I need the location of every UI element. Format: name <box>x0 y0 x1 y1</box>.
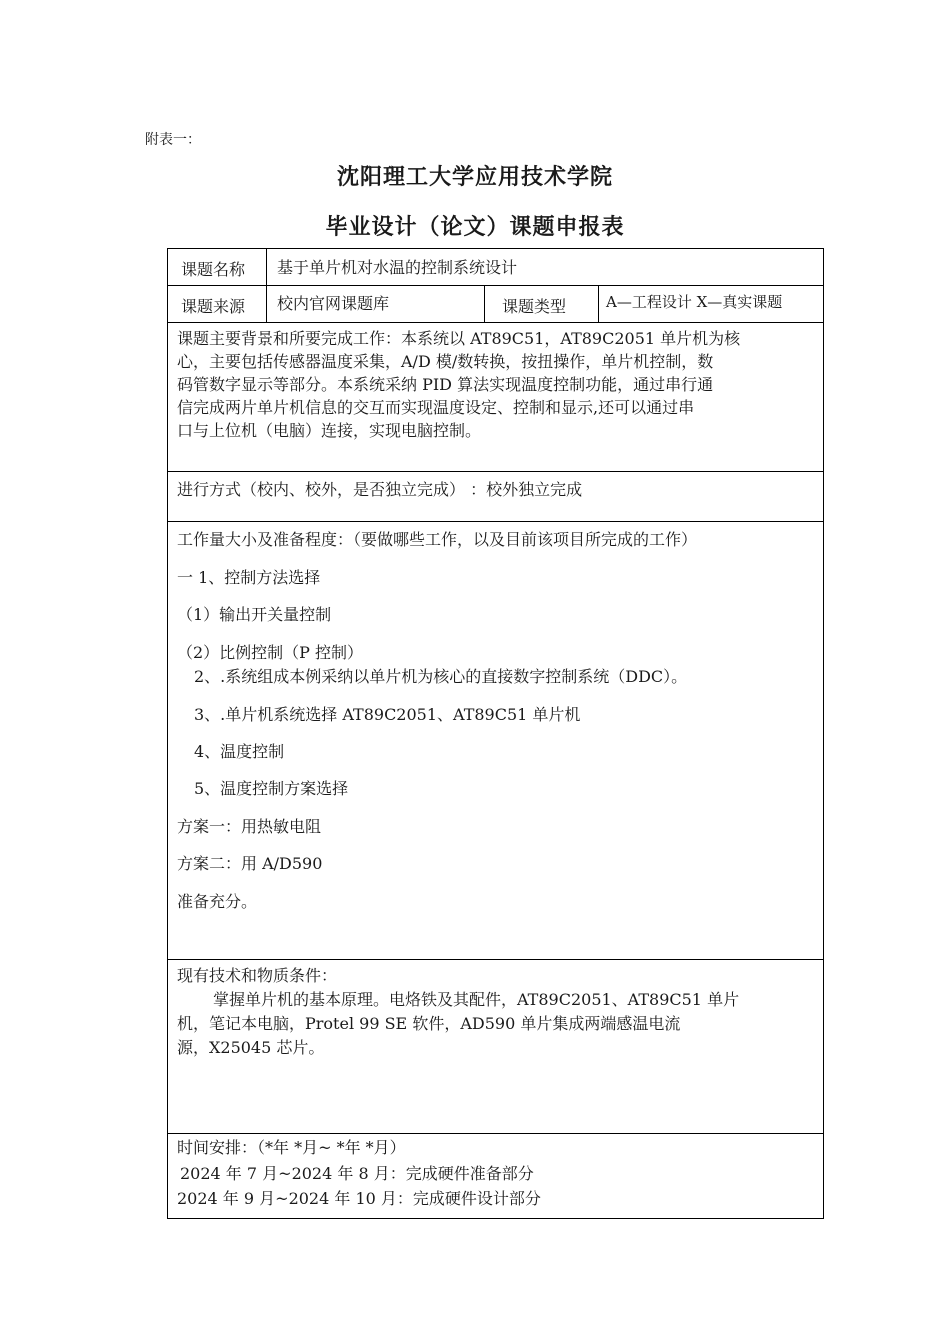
workload-item: （2）比例控制（P 控制） <box>177 643 364 662</box>
conditions-line: 掌握单片机的基本原理。电烙铁及其配件，AT89C2051、AT89C51 单片 <box>213 990 740 1009</box>
workload-item: 方案二：用 A/D590 <box>177 854 323 873</box>
column-divider <box>266 249 267 322</box>
workload-item: 3、.单片机系统选择 AT89C2051、AT89C51 单片机 <box>194 705 581 724</box>
workload-item: 准备充分。 <box>177 892 258 911</box>
conditions-heading: 现有技术和物质条件： <box>177 966 338 985</box>
workload-item: 2、.系统组成本例采纳以单片机为核心的直接数字控制系统（DDC）。 <box>194 667 688 686</box>
row-divider <box>168 521 823 522</box>
background-line: 码管数字显示等部分。本系统采纳 PID 算法实现温度控制功能，通过串行通 <box>177 375 714 394</box>
institution-title: 沈阳理工大学应用技术学院 <box>336 165 613 190</box>
row-divider <box>168 959 823 960</box>
conditions-line: 机，笔记本电脑，Protel 99 SE 软件，AD590 单片集成两端感温电流 <box>177 1014 681 1033</box>
topic-name-label: 课题名称 <box>181 260 246 279</box>
topic-type-label: 课题类型 <box>502 297 567 316</box>
background-line: 课题主要背景和所要完成工作：本系统以 AT89C51，AT89C2051 单片机为核 <box>177 329 741 348</box>
topic-source-value: 校内官网课题库 <box>277 294 390 313</box>
workload-item: 4、温度控制 <box>194 742 285 761</box>
appendix-label: 附表一： <box>145 132 201 148</box>
row-divider <box>168 322 823 323</box>
form-title: 毕业设计（论文）课题申报表 <box>325 215 625 240</box>
workload-item: 一 1、控制方法选择 <box>177 568 321 587</box>
column-divider <box>598 285 599 322</box>
row-divider <box>168 1133 823 1134</box>
background-line: 口与上位机（电脑）连接，实现电脑控制。 <box>177 421 482 440</box>
workload-item: （1）输出开关量控制 <box>177 605 332 624</box>
row-divider <box>168 471 823 472</box>
topic-name-value: 基于单片机对水温的控制系统设计 <box>277 258 518 277</box>
schedule-heading: 时间安排：（*年 *月~ *年 *月） <box>177 1138 406 1157</box>
topic-type-value: A—工程设计 X—真实课题 <box>606 293 783 311</box>
workload-item: 5、温度控制方案选择 <box>194 779 349 798</box>
workload-heading: 工作量大小及准备程度：（要做哪些工作，以及目前该项目所完成的工作） <box>177 530 698 549</box>
background-line: 心，主要包括传感器温度采集，A/D 模/数转换，按扭操作，单片机控制，数 <box>177 352 714 371</box>
method-text: 进行方式（校内、校外，是否独立完成） ：校外独立完成 <box>177 480 583 499</box>
column-divider <box>484 285 485 322</box>
application-form-table <box>167 248 824 1219</box>
schedule-line: 2024 年 9 月~2024 年 10 月：完成硬件设计部分 <box>177 1189 541 1208</box>
schedule-line: 2024 年 7 月~2024 年 8 月：完成硬件准备部分 <box>180 1164 534 1183</box>
workload-item: 方案一：用热敏电阻 <box>177 817 322 836</box>
conditions-line: 源，X25045 芯片。 <box>177 1038 325 1057</box>
background-line: 信完成两片单片机信息的交互而实现温度设定、控制和显示,还可以通过串 <box>177 398 695 417</box>
topic-source-label: 课题来源 <box>181 297 246 316</box>
